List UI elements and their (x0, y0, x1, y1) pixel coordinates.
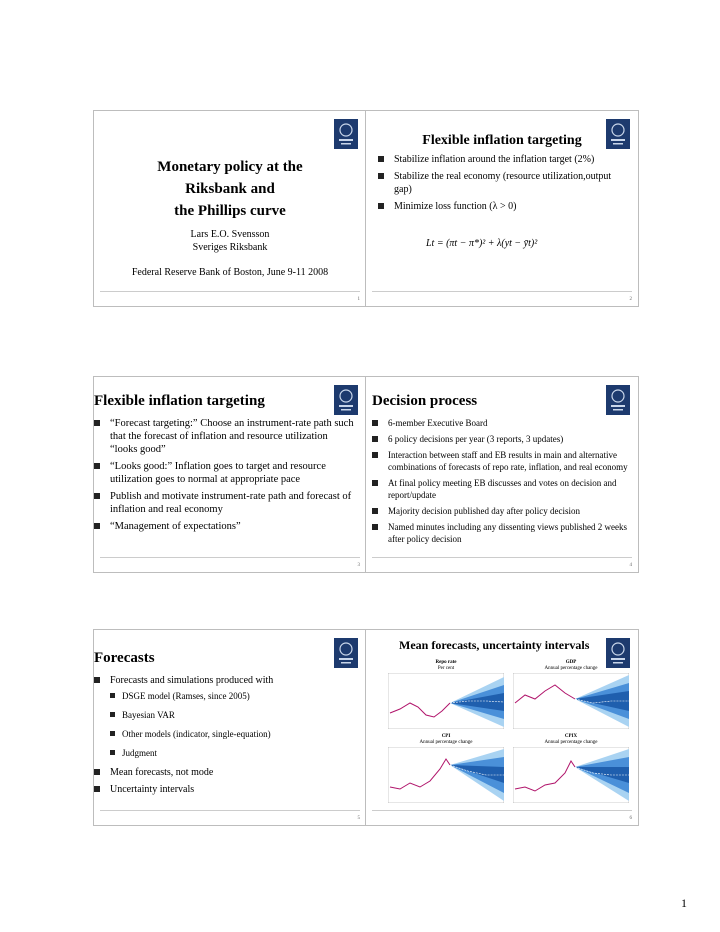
title-line: Monetary policy at the (157, 159, 303, 175)
event: Federal Reserve Bank of Boston, June 9-11 2008 (131, 267, 329, 278)
list-item: Stabilize the real economy (resource utilization,output gap) (378, 170, 628, 196)
list-item: “Forecast targeting:” Choose an instrument-rate path such that the forecast of inflation and resource utilization “looks good” (94, 417, 356, 456)
list-item: “Management of expectations” (94, 520, 356, 533)
fan-chart-cpi (388, 747, 504, 803)
divider (100, 810, 360, 811)
panel-title: CPI (441, 734, 451, 739)
panel-subtitle: Annual percentage change (544, 666, 598, 671)
page-number: 1 (681, 896, 687, 910)
bullet-list (94, 417, 356, 537)
list-item-label: Forecasts and simulations produced with (110, 675, 274, 686)
slide-title: Flexible inflation targeting (422, 133, 582, 148)
slide-title: Mean forecasts, uncertainty intervals (399, 638, 590, 652)
list-item: Mean forecasts, not mode (94, 766, 356, 779)
slide-4 (365, 376, 639, 573)
panel-title: CPIX (564, 734, 578, 739)
panel-subtitle: Per cent (437, 666, 455, 671)
sub-list-item: DSGE model (Ramses, since 2005) (110, 690, 356, 703)
fan-chart-repo-rate (388, 673, 504, 729)
riksbank-logo-icon (334, 119, 358, 149)
loss-function-formula: Lt = (πt − π*)² + λ(yt − ȳt)² (426, 238, 538, 249)
list-item: 6 policy decisions per year (3 reports, 3 updates) (372, 433, 630, 445)
list-item: Majority decision published day after policy decision (372, 505, 630, 517)
fan-chart-gdp (513, 673, 629, 729)
slide-5 (93, 629, 367, 826)
list-item: Publish and motivate instrument-rate path and forecast of inflation and real economy (94, 490, 356, 516)
divider (100, 291, 360, 292)
sub-list-item: Other models (indicator, single-equation) (110, 728, 356, 741)
panel-subtitle: Annual percentage change (544, 740, 598, 745)
sub-list-item: Judgment (110, 747, 356, 760)
divider (372, 810, 632, 811)
slide-title (94, 156, 366, 222)
fan-chart-cpix (513, 747, 629, 803)
list-item: Minimize loss function (λ > 0) (378, 200, 628, 213)
riksbank-logo-icon (334, 385, 358, 415)
list-item: 6-member Executive Board (372, 417, 630, 429)
riksbank-logo-icon (334, 638, 358, 668)
list-item: “Looks good:” Inflation goes to target and resource utilization goes to normal at appropriate pace (94, 460, 356, 486)
bullet-list (372, 417, 630, 549)
list-item: Uncertainty intervals (94, 783, 356, 796)
slide-1 (93, 110, 367, 307)
list-item: Named minutes including any dissenting views published 2 weeks after policy decision (372, 521, 630, 545)
panel-subtitle: Annual percentage change (419, 740, 473, 745)
panel-title: GDP (565, 660, 577, 665)
title-line: Riksbank and (185, 181, 275, 197)
slide-title: Flexible inflation targeting (94, 393, 265, 409)
slide-number: 2 (629, 297, 632, 302)
title-line: the Phillips curve (174, 203, 286, 219)
sub-list-item: Bayesian VAR (110, 709, 356, 722)
slide-title: Decision process (372, 393, 478, 409)
bullet-list (378, 153, 628, 217)
list-item (94, 674, 356, 760)
slide-number: 1 (357, 297, 360, 302)
slide-6 (365, 629, 639, 826)
author: Lars E.O. Svensson (190, 229, 270, 240)
slide-3 (93, 376, 367, 573)
sub-bullet-list (110, 690, 356, 760)
list-item: At final policy meeting EB discusses and votes on decision and report/update (372, 477, 630, 501)
divider (372, 557, 632, 558)
list-item: Stabilize inflation around the inflation target (2%) (378, 153, 628, 166)
slide-title: Forecasts (94, 650, 155, 666)
bullet-list (94, 674, 356, 800)
riksbank-logo-icon (606, 385, 630, 415)
slide-2 (365, 110, 639, 307)
divider (372, 291, 632, 292)
divider (100, 557, 360, 558)
slide-number: 4 (629, 563, 632, 568)
slide-number: 6 (629, 816, 632, 821)
slide-number: 5 (357, 816, 360, 821)
panel-title: Repo rate (435, 660, 457, 665)
slide-number: 3 (357, 563, 360, 568)
list-item: Interaction between staff and EB results in main and alternative combinations of forecasts of repo rate, inflation, and real economy (372, 449, 630, 473)
affiliation: Sveriges Riksbank (192, 242, 268, 253)
